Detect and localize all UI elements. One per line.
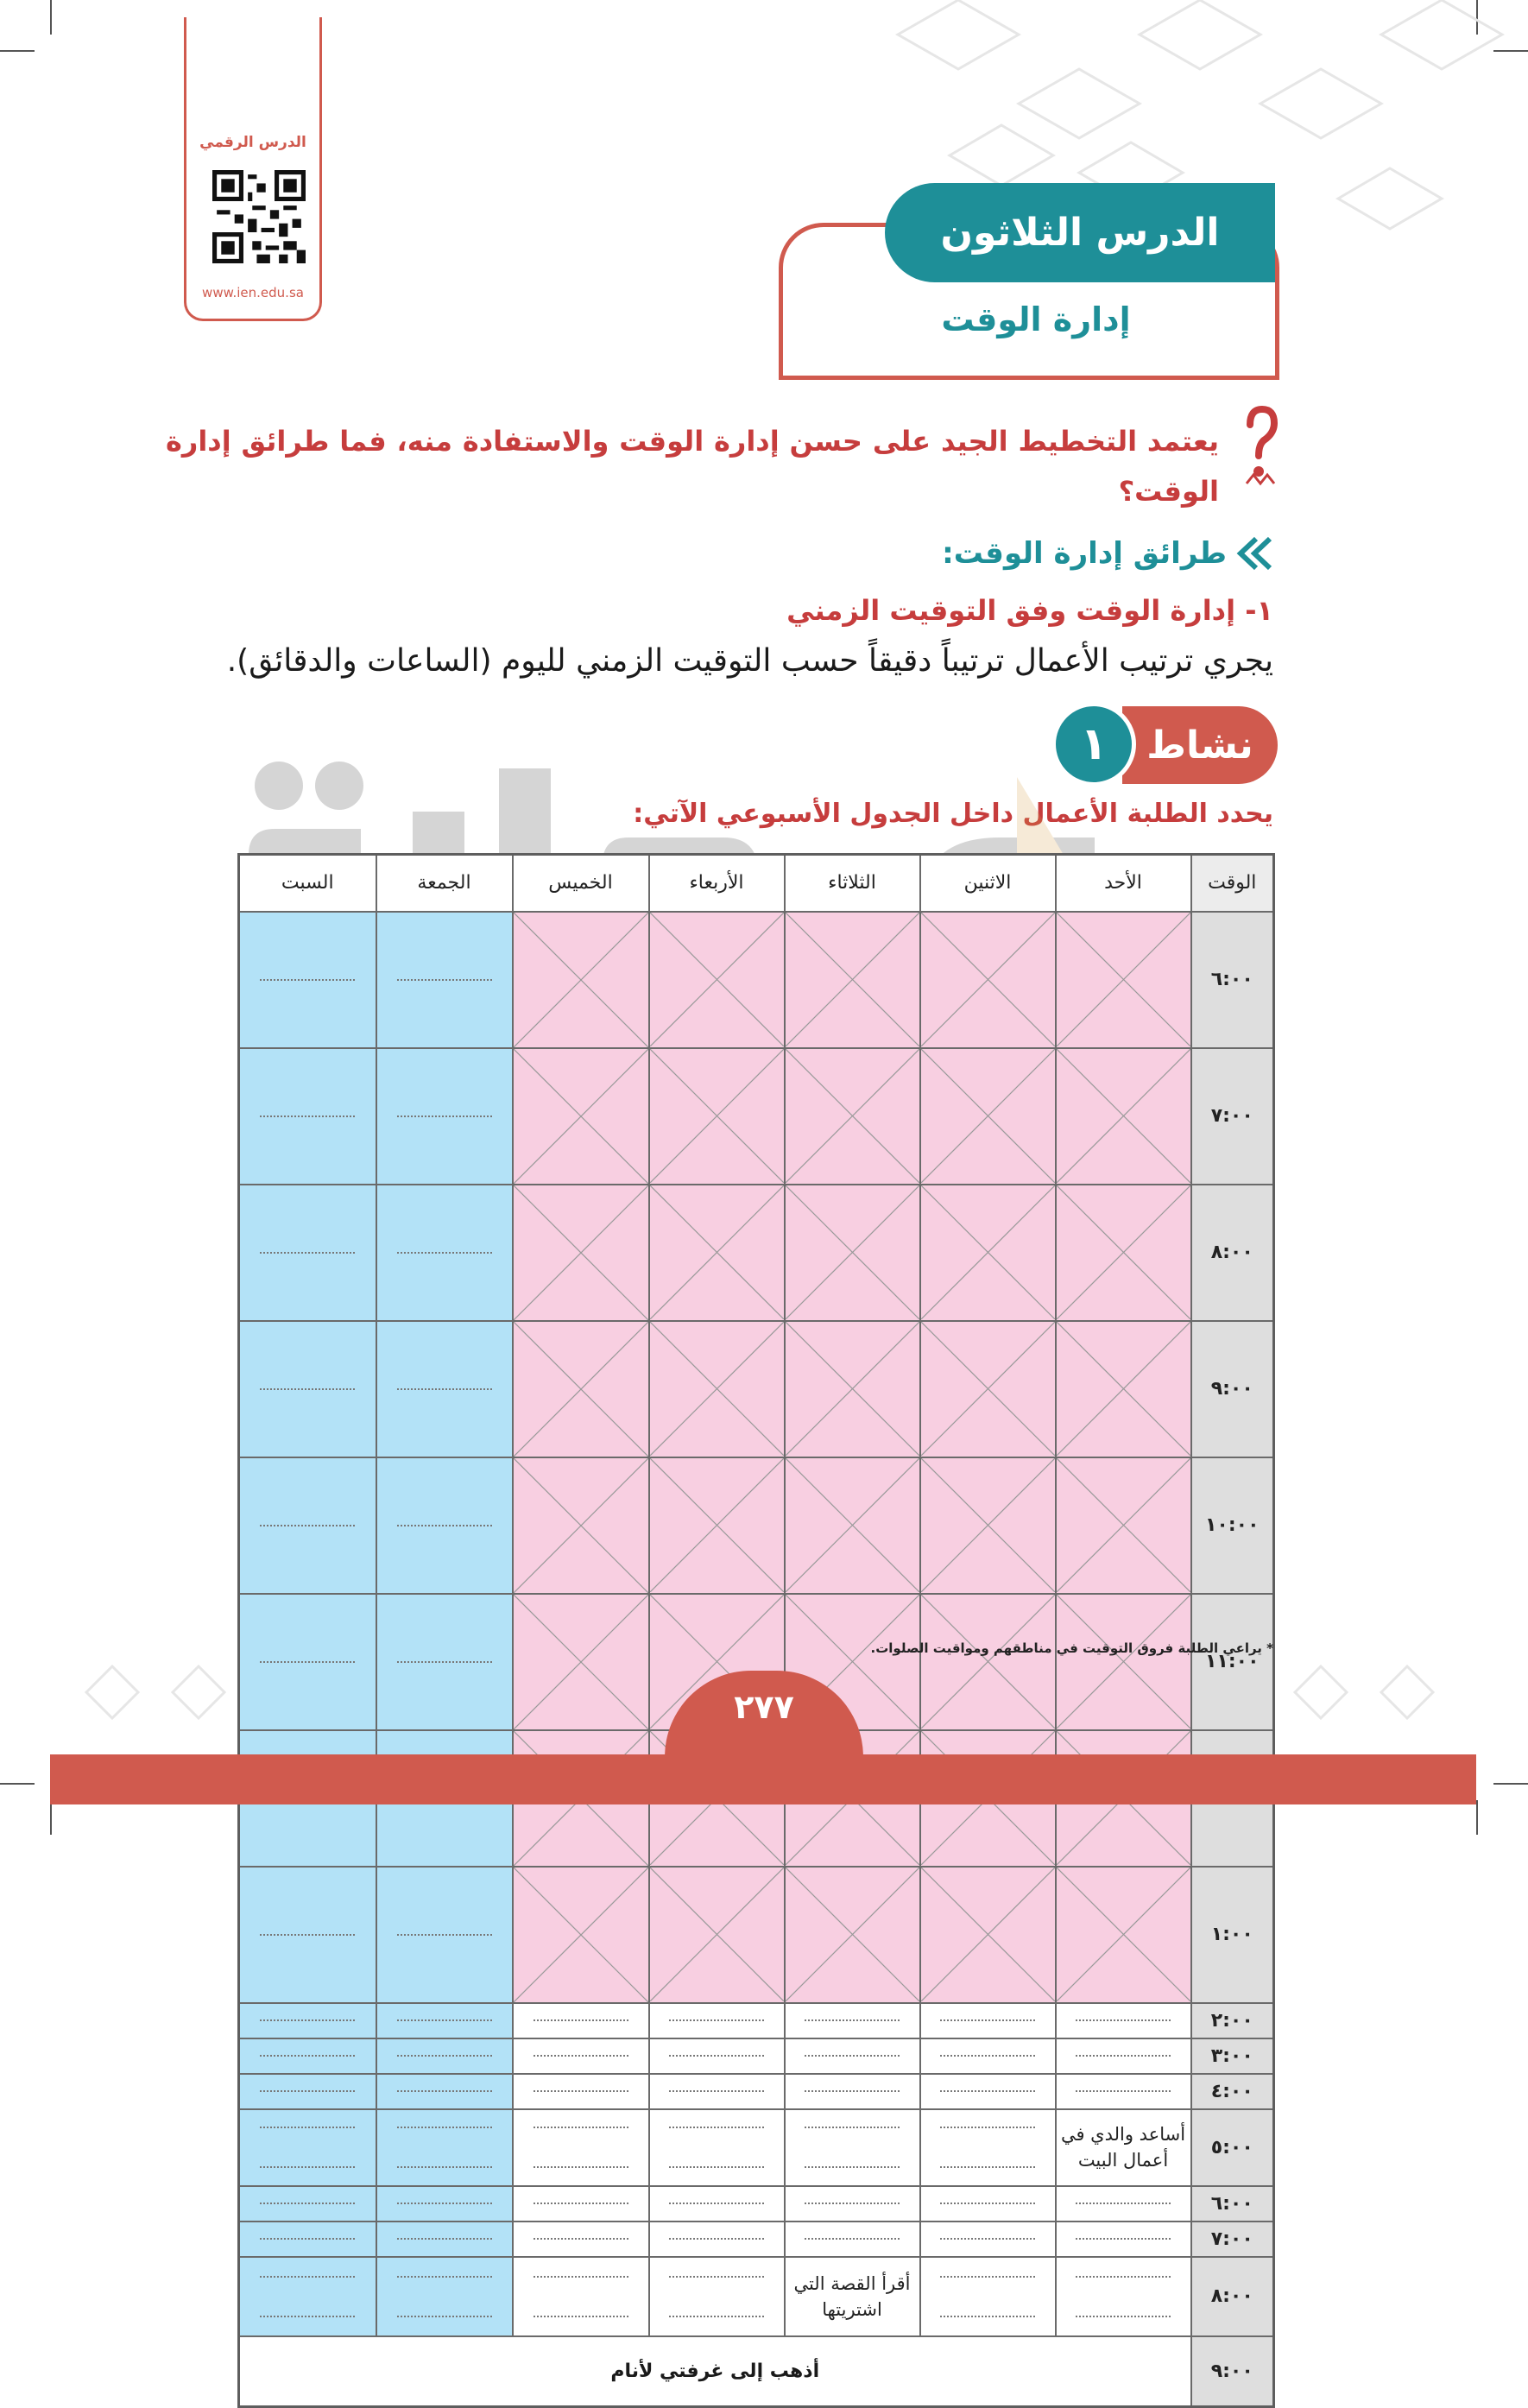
cross-hatch-icon	[1057, 1049, 1190, 1183]
schedule-cell	[513, 1321, 649, 1457]
dotted-answer-line	[805, 2090, 900, 2092]
cross-hatch-icon	[921, 1458, 1055, 1592]
dotted-answer-line	[669, 2238, 764, 2240]
weekend-cell[interactable]	[376, 2038, 513, 2074]
dotted-answer-line	[940, 2316, 1035, 2317]
schedule-cell[interactable]	[649, 2186, 785, 2222]
qr-code-icon[interactable]	[212, 168, 306, 265]
qr-card	[184, 17, 322, 321]
dotted-answer-line	[534, 2055, 628, 2057]
schedule-cell	[649, 912, 785, 1048]
table-header-7: السبت	[239, 855, 376, 912]
weekend-cell[interactable]	[239, 2222, 376, 2257]
dotted-answer-line	[397, 1252, 492, 1254]
dotted-answer-line	[260, 1116, 355, 1117]
table-row	[239, 2074, 1274, 2109]
cross-hatch-icon	[1057, 913, 1190, 1046]
dotted-answer-line	[534, 2127, 628, 2128]
dotted-answer-line	[669, 2316, 764, 2317]
dotted-answer-line	[805, 2019, 900, 2021]
schedule-cell	[785, 1457, 920, 1594]
cross-hatch-icon	[514, 1322, 648, 1457]
dotted-answer-line	[397, 2203, 492, 2204]
schedule-cell[interactable]	[513, 2109, 649, 2186]
dotted-answer-line	[805, 2238, 900, 2240]
schedule-cell	[920, 1457, 1056, 1594]
schedule-cell	[513, 1048, 649, 1185]
dotted-answer-line	[260, 2166, 355, 2168]
weekend-cell[interactable]	[376, 1867, 513, 2003]
footnote: * يراعي الطلبة فروق التوقيت في مناطقهم ومواقيت الصلوات.	[870, 1640, 1273, 1656]
cross-hatch-icon	[650, 913, 784, 1046]
schedule-cell	[513, 912, 649, 1048]
section-title: طرائق إدارة الوقت:	[942, 536, 1227, 571]
schedule-cell[interactable]	[513, 2038, 649, 2074]
schedule-cell[interactable]	[785, 2003, 920, 2038]
dotted-answer-line	[397, 1116, 492, 1117]
cross-hatch-icon	[786, 913, 919, 1046]
cross-hatch-icon	[1057, 1868, 1190, 2001]
table-header-2: الاثنين	[920, 855, 1056, 912]
schedule-cell[interactable]	[920, 2109, 1056, 2186]
cross-hatch-icon	[650, 1868, 784, 2001]
schedule-cell[interactable]	[1056, 2003, 1191, 2038]
weekend-cell[interactable]	[239, 2003, 376, 2038]
dotted-answer-line	[805, 2055, 900, 2057]
schedule-cell[interactable]	[513, 2186, 649, 2222]
schedule-cell[interactable]	[513, 2074, 649, 2109]
schedule-cell	[649, 1457, 785, 1594]
cross-hatch-icon	[514, 1458, 648, 1593]
schedule-cell	[649, 1321, 785, 1457]
schedule-cell	[920, 1048, 1056, 1185]
table-row	[239, 912, 1274, 1048]
cross-hatch-icon	[514, 1868, 648, 2002]
dotted-answer-line	[669, 2127, 764, 2128]
schedule-cell	[1056, 1321, 1191, 1457]
schedule-cell[interactable]	[920, 2003, 1056, 2038]
schedule-cell[interactable]	[785, 2222, 920, 2257]
table-row	[239, 2109, 1274, 2186]
weekend-cell[interactable]	[239, 1048, 376, 1185]
cross-hatch-icon	[786, 1049, 919, 1183]
dotted-answer-line	[534, 2316, 628, 2317]
weekend-cell[interactable]	[376, 2003, 513, 2038]
dotted-answer-line	[940, 2203, 1035, 2204]
weekend-cell[interactable]	[239, 2257, 376, 2336]
dotted-answer-line	[1076, 2316, 1171, 2317]
cross-hatch-icon	[921, 1868, 1055, 2001]
section-heading	[942, 535, 1273, 572]
method-title: ١- إدارة الوقت وفق التوقيت الزمني	[786, 594, 1273, 627]
schedule-cell[interactable]	[920, 2038, 1056, 2074]
table-header-5: الخميس	[513, 855, 649, 912]
schedule-cell[interactable]	[785, 2074, 920, 2109]
dotted-answer-line	[1076, 2276, 1171, 2278]
cross-hatch-icon	[786, 1868, 919, 2001]
schedule-cell[interactable]	[649, 2038, 785, 2074]
time-cell: ٤:٠٠	[1191, 2074, 1274, 2109]
schedule-cell[interactable]	[513, 2257, 649, 2336]
schedule-cell	[920, 1594, 1056, 1730]
time-cell: ٦:٠٠	[1191, 2186, 1274, 2222]
time-cell: ٩:٠٠	[1191, 2336, 1274, 2407]
dotted-answer-line	[1076, 2019, 1171, 2021]
dotted-answer-line	[669, 2055, 764, 2057]
schedule-cell[interactable]	[649, 2222, 785, 2257]
weekend-cell[interactable]	[376, 2257, 513, 2336]
dotted-answer-line	[805, 2166, 900, 2168]
weekend-cell[interactable]	[239, 912, 376, 1048]
dotted-answer-line	[669, 2203, 764, 2204]
dotted-answer-line	[397, 2127, 492, 2128]
dotted-answer-line	[260, 1661, 355, 1663]
schedule-cell[interactable]	[920, 2186, 1056, 2222]
qr-url[interactable]: www.ien.edu.sa	[202, 285, 304, 300]
table-header-0: الوقت	[1191, 855, 1274, 912]
table-header-3: الثلاثاء	[785, 855, 920, 912]
cross-hatch-icon	[514, 1049, 648, 1184]
activity-number: ١	[1051, 702, 1136, 787]
time-cell: ٧:٠٠	[1191, 2222, 1274, 2257]
table-row	[239, 2186, 1274, 2222]
dotted-answer-line	[534, 2238, 628, 2240]
weekend-cell[interactable]	[376, 1185, 513, 1321]
dotted-answer-line	[940, 2276, 1035, 2278]
dotted-answer-line	[669, 2166, 764, 2168]
weekly-schedule-table	[237, 853, 1275, 2408]
schedule-cell	[920, 1321, 1056, 1457]
dotted-answer-line	[940, 2090, 1035, 2092]
dotted-answer-line	[1076, 2055, 1171, 2057]
cross-hatch-icon	[650, 1458, 784, 1592]
cross-hatch-icon	[786, 1322, 919, 1456]
dotted-answer-line	[940, 2055, 1035, 2057]
time-cell: ٢:٠٠	[1191, 2003, 1274, 2038]
dotted-answer-line	[940, 2019, 1035, 2021]
schedule-cell[interactable]	[1056, 2074, 1191, 2109]
dotted-answer-line	[1076, 2203, 1171, 2204]
dotted-answer-line	[397, 2316, 492, 2317]
weekend-cell[interactable]	[376, 2186, 513, 2222]
weekend-cell[interactable]	[376, 912, 513, 1048]
schedule-cell[interactable]	[920, 2074, 1056, 2109]
weekend-cell[interactable]	[376, 1457, 513, 1594]
dotted-answer-line	[260, 1388, 355, 1390]
time-cell: ٣:٠٠	[1191, 2038, 1274, 2074]
table-row	[239, 1185, 1274, 1321]
activity-prompt: يحدد الطلبة الأعمال داخل الجدول الأسبوعي الآتي:	[633, 799, 1273, 829]
question-mark-icon	[1243, 406, 1278, 492]
bottom-band	[50, 1754, 1476, 1804]
cross-hatch-icon	[1057, 1595, 1190, 1729]
weekend-cell[interactable]	[239, 1185, 376, 1321]
weekend-cell[interactable]	[239, 2074, 376, 2109]
schedule-cell	[649, 1185, 785, 1321]
schedule-cell	[1056, 1185, 1191, 1321]
cross-hatch-icon	[650, 1322, 784, 1456]
qr-label: الدرس الرقمي	[199, 134, 306, 151]
schedule-cell	[649, 1867, 785, 2003]
cross-hatch-icon	[1057, 1458, 1190, 1592]
table-row	[239, 1457, 1274, 1594]
dotted-answer-line	[397, 979, 492, 981]
time-cell: ٩:٠٠	[1191, 1321, 1274, 1457]
time-cell: ٨:٠٠	[1191, 2257, 1274, 2336]
dotted-answer-line	[397, 2055, 492, 2057]
weekend-cell[interactable]	[239, 1594, 376, 1730]
dotted-answer-line	[260, 2203, 355, 2204]
dotted-answer-line	[534, 2090, 628, 2092]
schedule-cell	[513, 1185, 649, 1321]
method-text: يجري ترتيب الأعمال ترتيباً دقيقاً حسب التوقيت الزمني لليوم (الساعات والدقائق).	[226, 643, 1273, 679]
schedule-cell	[785, 1048, 920, 1185]
intro-question: يعتمد التخطيط الجيد على حسن إدارة الوقت والاستفادة منه، فما طرائق إدارة الوقت؟	[166, 425, 1219, 508]
dotted-answer-line	[397, 1525, 492, 1526]
weekend-cell[interactable]	[239, 1867, 376, 2003]
time-cell: ٦:٠٠	[1191, 912, 1274, 1048]
weekend-cell[interactable]	[376, 1594, 513, 1730]
time-cell: ٥:٠٠	[1191, 2109, 1274, 2186]
weekend-cell[interactable]	[376, 2222, 513, 2257]
schedule-cell[interactable]	[513, 2003, 649, 2038]
cross-hatch-icon	[1057, 1185, 1190, 1319]
cross-hatch-icon	[921, 1322, 1055, 1456]
cross-hatch-icon	[650, 1049, 784, 1183]
weekend-cell[interactable]	[239, 2186, 376, 2222]
schedule-cell	[513, 1594, 649, 1730]
lesson-title: الدرس الثلاثون	[885, 183, 1275, 282]
bedtime-cell: أذهب إلى غرفتي لأنام	[239, 2336, 1191, 2407]
schedule-cell[interactable]	[920, 2222, 1056, 2257]
weekend-cell[interactable]	[239, 2109, 376, 2186]
schedule-cell	[785, 1867, 920, 2003]
schedule-cell[interactable]	[649, 2257, 785, 2336]
table-row	[239, 1321, 1274, 1457]
dotted-answer-line	[397, 1661, 492, 1663]
schedule-cell	[513, 1867, 649, 2003]
dotted-answer-line	[534, 2166, 628, 2168]
schedule-cell	[1056, 1867, 1191, 2003]
schedule-cell	[785, 912, 920, 1048]
dotted-answer-line	[260, 2276, 355, 2278]
dotted-answer-line	[260, 2127, 355, 2128]
cross-hatch-icon	[921, 913, 1055, 1046]
dotted-answer-line	[397, 2238, 492, 2240]
weekend-cell[interactable]	[376, 2074, 513, 2109]
schedule-cell[interactable]	[513, 2222, 649, 2257]
table-row	[239, 2257, 1274, 2336]
schedule-cell	[1056, 1048, 1191, 1185]
cross-hatch-icon	[514, 1595, 648, 1729]
dotted-answer-line	[260, 1525, 355, 1526]
time-cell: ١:٠٠	[1191, 1867, 1274, 2003]
time-cell: ١٠:٠٠	[1191, 1457, 1274, 1594]
dotted-answer-line	[397, 2019, 492, 2021]
schedule-cell[interactable]	[649, 2074, 785, 2109]
schedule-cell	[1056, 1457, 1191, 1594]
schedule-cell[interactable]	[649, 2109, 785, 2186]
cross-hatch-icon	[921, 1049, 1055, 1183]
schedule-cell[interactable]	[1056, 2038, 1191, 2074]
weekend-cell[interactable]	[239, 2038, 376, 2074]
cross-hatch-icon	[514, 1185, 648, 1320]
schedule-cell	[513, 1457, 649, 1594]
dotted-answer-line	[260, 2090, 355, 2092]
dotted-answer-line	[260, 979, 355, 981]
schedule-cell	[1056, 1594, 1191, 1730]
schedule-cell	[1056, 2109, 1191, 2186]
schedule-cell	[920, 1867, 1056, 2003]
dotted-answer-line	[534, 2019, 628, 2021]
schedule-cell	[920, 1185, 1056, 1321]
dotted-answer-line	[805, 2127, 900, 2128]
lesson-subtitle: إدارة الوقت	[941, 300, 1131, 338]
table-row	[239, 2222, 1274, 2257]
table-row	[239, 1048, 1274, 1185]
schedule-cell[interactable]	[1056, 2257, 1191, 2336]
weekend-cell[interactable]	[239, 1457, 376, 1594]
schedule-cell	[920, 912, 1056, 1048]
dotted-answer-line	[260, 1252, 355, 1254]
dotted-answer-line	[940, 2127, 1035, 2128]
dotted-answer-line	[397, 2090, 492, 2092]
schedule-cell	[785, 2257, 920, 2336]
dotted-answer-line	[1076, 2090, 1171, 2092]
double-chevron-icon	[1235, 535, 1273, 572]
schedule-cell[interactable]	[785, 2038, 920, 2074]
weekend-cell[interactable]	[239, 1321, 376, 1457]
dotted-answer-line	[940, 2166, 1035, 2168]
table-row	[239, 1867, 1274, 2003]
dotted-answer-line	[669, 2019, 764, 2021]
dotted-answer-line	[534, 2203, 628, 2204]
dotted-answer-line	[397, 2276, 492, 2278]
schedule-note: أقرأ القصة التي اشتريتها	[793, 2272, 911, 2320]
time-cell: ١١:٠٠	[1191, 1594, 1274, 1730]
dotted-answer-line	[397, 1934, 492, 1936]
dotted-answer-line	[534, 2276, 628, 2278]
cross-hatch-icon	[921, 1185, 1055, 1319]
dotted-answer-line	[1076, 2238, 1171, 2240]
table-header-6: الجمعة	[376, 855, 513, 912]
table-header-row	[239, 855, 1274, 912]
dotted-answer-line	[260, 2055, 355, 2057]
table-row	[239, 2003, 1274, 2038]
dotted-answer-line	[260, 2238, 355, 2240]
schedule-cell[interactable]	[1056, 2186, 1191, 2222]
time-cell: ٨:٠٠	[1191, 1185, 1274, 1321]
time-cell: ٧:٠٠	[1191, 1048, 1274, 1185]
schedule-cell[interactable]	[785, 2186, 920, 2222]
dotted-answer-line	[260, 2019, 355, 2021]
dotted-answer-line	[397, 1388, 492, 1390]
table-row	[239, 2038, 1274, 2074]
weekend-cell[interactable]	[376, 2109, 513, 2186]
dotted-answer-line	[669, 2090, 764, 2092]
table-row	[239, 2336, 1274, 2407]
schedule-cell[interactable]	[785, 2109, 920, 2186]
cross-hatch-icon	[786, 1458, 919, 1592]
page-number: ٢٧٧	[665, 1671, 863, 1757]
schedule-cell[interactable]	[920, 2257, 1056, 2336]
dotted-answer-line	[260, 2316, 355, 2317]
schedule-cell	[649, 1048, 785, 1185]
dotted-answer-line	[397, 2166, 492, 2168]
schedule-cell	[1056, 912, 1191, 1048]
weekend-cell[interactable]	[376, 1048, 513, 1185]
cross-hatch-icon	[1057, 1322, 1190, 1456]
cross-hatch-icon	[921, 1595, 1055, 1729]
schedule-cell	[785, 1321, 920, 1457]
weekend-cell[interactable]	[376, 1321, 513, 1457]
schedule-cell[interactable]	[1056, 2222, 1191, 2257]
activity-banner: نشاط	[1122, 706, 1278, 784]
dotted-answer-line	[260, 1934, 355, 1936]
table-header-1: الأحد	[1056, 855, 1191, 912]
schedule-cell	[785, 1185, 920, 1321]
schedule-cell[interactable]	[649, 2003, 785, 2038]
cross-hatch-icon	[650, 1185, 784, 1319]
dotted-answer-line	[940, 2238, 1035, 2240]
dotted-answer-line	[805, 2203, 900, 2204]
table-header-4: الأربعاء	[649, 855, 785, 912]
cross-hatch-icon	[514, 913, 648, 1047]
cross-hatch-icon	[786, 1185, 919, 1319]
dotted-answer-line	[669, 2276, 764, 2278]
schedule-note: أساعد والدي في أعمال البيت	[1060, 2124, 1186, 2171]
